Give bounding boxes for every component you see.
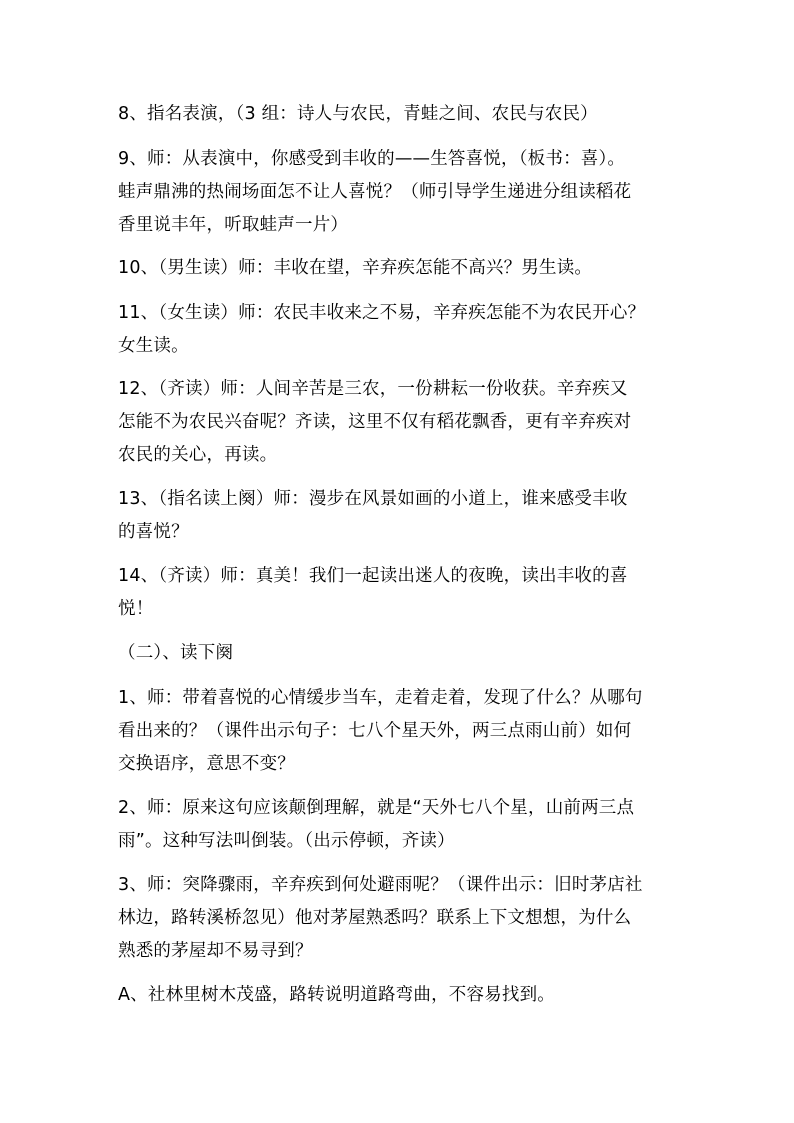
text-line: 8、指名表演，（3 组：诗人与农民，青蛙之间、农民与农民） xyxy=(118,104,598,124)
section-heading xyxy=(118,637,708,670)
text-line: 蛙声鼎沸的热闹场面怎不让人喜悦？（师引导学生递进分组读稻花 xyxy=(118,182,632,202)
paragraph-10 xyxy=(118,252,708,285)
paragraph-b3 xyxy=(118,869,708,968)
paragraph-9 xyxy=(118,143,708,242)
text-line: 1、师：带着喜悦的心情缓步当车，走着走着，发现了什么？从哪句 xyxy=(118,688,643,708)
text-line: 雨”。这种写法叫倒装。（出示停顿，齐读） xyxy=(118,831,455,851)
text-line: 9、师：从表演中，你感受到丰收的——生答喜悦，（板书：喜）。 xyxy=(118,149,626,169)
text-line: 11、（女生读）师：农民丰收来之不易，辛弃疾怎能不为农民开心？ xyxy=(118,303,646,323)
paragraph-13 xyxy=(118,483,708,549)
paragraph-b2 xyxy=(118,792,708,858)
paragraph-8 xyxy=(118,98,708,131)
paragraph-answer-a xyxy=(118,979,708,1012)
text-line: 3、师：突降骤雨，辛弃疾到何处避雨呢？（课件出示：旧时茅店社 xyxy=(118,875,643,895)
text-line: 13、（指名读上阕）师：漫步在风景如画的小道上，谁来感受丰收 xyxy=(118,489,628,509)
text-line: 熟悉的茅屋却不易寻到？ xyxy=(118,941,313,961)
text-line: 看出来的？（课件出示句子：七八个星天外，两三点雨山前）如何 xyxy=(118,721,632,741)
paragraph-b1 xyxy=(118,682,708,781)
paragraph-14 xyxy=(118,560,708,626)
text-line: 12、（齐读）师：人间辛苦是三农，一份耕耘一份收获。辛弃疾又 xyxy=(118,379,628,399)
text-line: 香里说丰年，听取蛙声一片） xyxy=(118,215,349,235)
text-line: 交换语序，意思不变？ xyxy=(118,754,295,774)
text-line: 怎能不为农民兴奋呢？齐读，这里不仅有稻花飘香，更有辛弃疾对 xyxy=(118,412,632,432)
text-line: 的喜悦？ xyxy=(118,522,189,542)
text-line: 林边，路转溪桥忽见）他对茅屋熟悉吗？联系上下文想想，为什么 xyxy=(118,908,632,928)
text-line: （二）、读下阕 xyxy=(118,643,234,663)
paragraph-12 xyxy=(118,373,708,472)
text-line: 悦！ xyxy=(118,599,154,619)
text-line: 女生读。 xyxy=(118,336,189,356)
paragraph-11 xyxy=(118,297,708,363)
text-line: 10、（男生读）师：丰收在望，辛弃疾怎能不高兴？男生读。 xyxy=(118,258,593,278)
text-line: A、社林里树木茂盛，路转说明道路弯曲，不容易找到。 xyxy=(118,985,555,1005)
text-line: 14、（齐读）师：真美！我们一起读出迷人的夜晚，读出丰收的喜 xyxy=(118,566,628,586)
text-line: 农民的关心，再读。 xyxy=(118,445,278,465)
text-line: 2、师：原来这句应该颠倒理解，就是“天外七八个星，山前两三点 xyxy=(118,798,635,818)
